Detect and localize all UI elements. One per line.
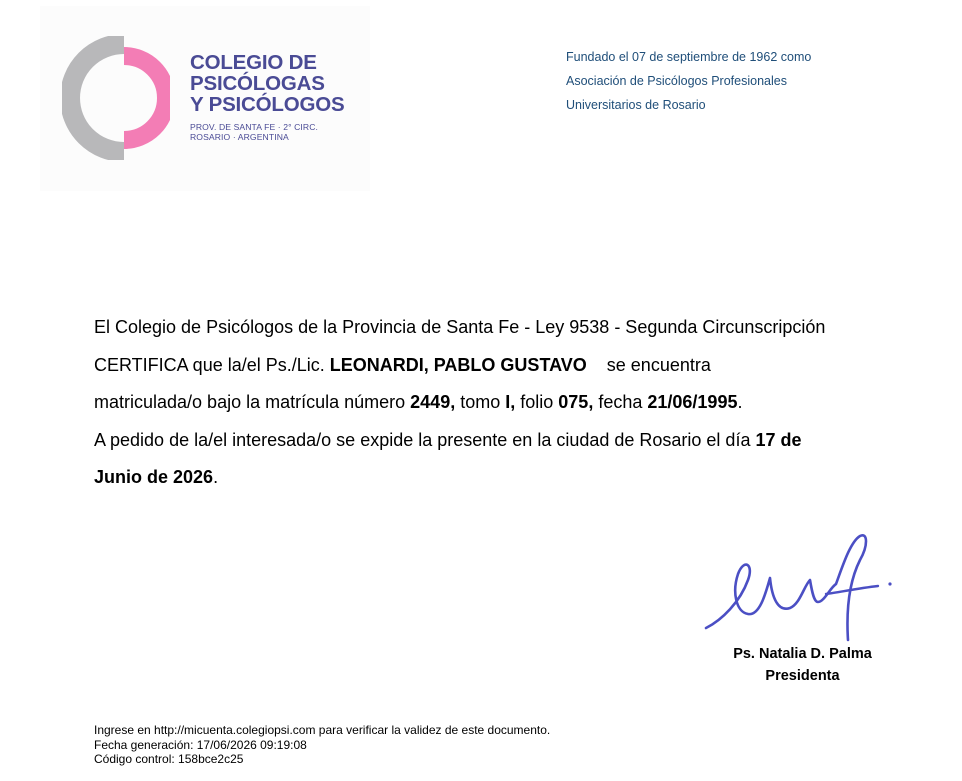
tomo-value: I, bbox=[505, 392, 516, 412]
certificate-line-5 bbox=[94, 459, 924, 497]
founded-line: Asociación de Psicólogos Profesionales bbox=[566, 74, 787, 88]
certifica-text: CERTIFICA que la/el Ps./Lic. bbox=[94, 354, 330, 375]
document-footer bbox=[94, 723, 550, 767]
logo-ring-icon bbox=[62, 36, 170, 160]
generation-date: Fecha generación: 17/06/2026 09:19:08 bbox=[94, 737, 307, 752]
folio-label: folio bbox=[515, 392, 559, 412]
founded-line: Universitarios de Rosario bbox=[566, 98, 706, 112]
matricula-number: 2449, bbox=[410, 392, 456, 412]
verification-note: Ingrese en http://micuenta.colegiopsi.com para verificar la validez de este documento. bbox=[94, 723, 551, 737]
logo-title-line: Y PSICÓLOGOS bbox=[190, 93, 345, 116]
signatory-name: Ps. Natalia D. Palma bbox=[733, 646, 872, 662]
certificate-line-3 bbox=[94, 384, 924, 422]
certificate-body bbox=[94, 309, 924, 497]
logo-title-line: PSICÓLOGAS bbox=[190, 72, 325, 95]
signatory-block bbox=[700, 643, 905, 687]
certificate-line-4 bbox=[94, 422, 924, 460]
tomo-label: tomo bbox=[455, 392, 506, 412]
line-5-period: . bbox=[213, 467, 219, 487]
certificate-line-1: El Colegio de Psicólogos de la Provincia de Santa Fe - Ley 9538 - Segunda Circunscripción bbox=[94, 317, 826, 337]
folio-value: 075, bbox=[558, 392, 594, 412]
pedido-text: A pedido de la/el interesada/o se expide la presente en la ciudad de Rosario el día bbox=[94, 429, 756, 450]
logo-subtitle-line: ROSARIO · ARGENTINA bbox=[190, 132, 289, 142]
college-logo bbox=[40, 6, 370, 191]
professional-name: LEONARDI, PABLO GUSTAVO bbox=[329, 354, 587, 375]
logo-subtitle bbox=[190, 122, 318, 142]
issue-month-year: Junio de 2026 bbox=[94, 467, 214, 487]
matricula-text: matriculada/o bajo la matrícula número bbox=[94, 392, 411, 412]
founded-note bbox=[566, 45, 811, 117]
line-3-period: . bbox=[737, 392, 743, 412]
logo-subtitle-line: PROV. DE SANTA FE · 2° CIRC. bbox=[190, 122, 319, 132]
control-code: Código control: 158bce2c25 bbox=[94, 752, 244, 766]
encuentra-text: se encuentra bbox=[606, 354, 711, 375]
fecha-label: fecha bbox=[593, 392, 648, 412]
signatory-role: Presidenta bbox=[765, 668, 840, 684]
certificate-line-2 bbox=[94, 347, 924, 385]
handwritten-signature bbox=[700, 528, 900, 643]
issue-day: 17 de bbox=[755, 429, 802, 450]
fecha-value: 21/06/1995 bbox=[647, 392, 738, 412]
founded-line: Fundado el 07 de septiembre de 1962 como bbox=[566, 50, 812, 64]
logo-title-line: COLEGIO DE bbox=[190, 51, 317, 74]
logo-title bbox=[190, 52, 344, 115]
